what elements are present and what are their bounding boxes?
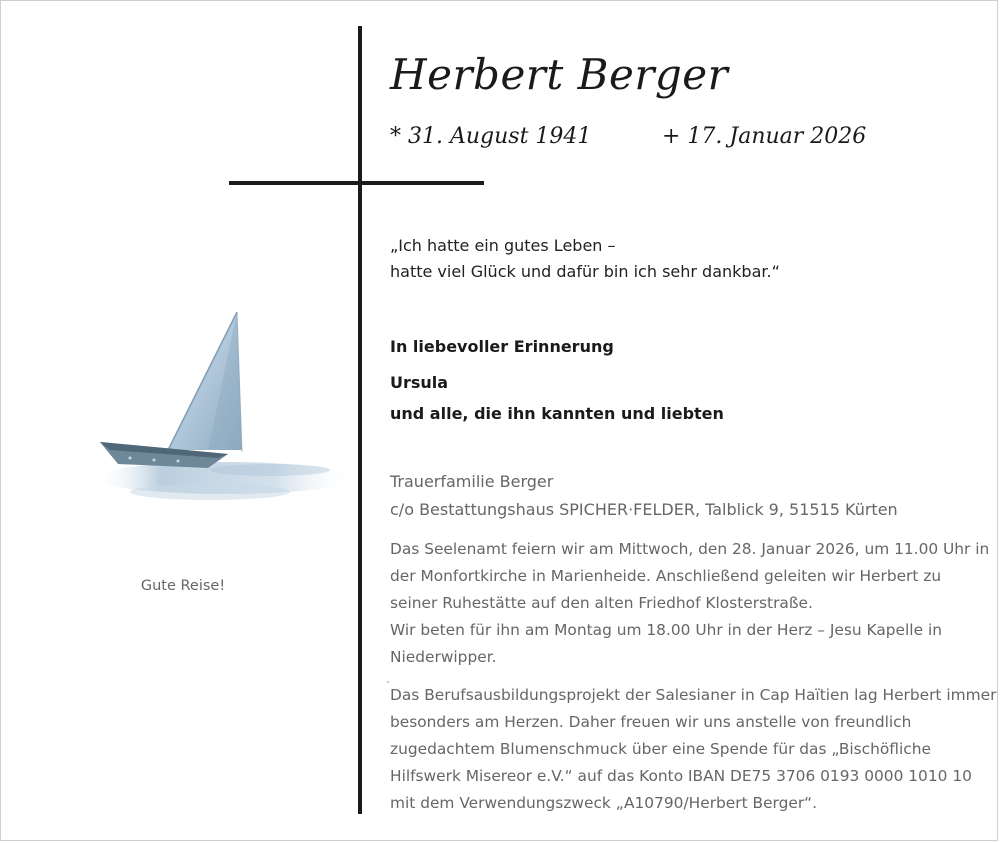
quote-line: „Ich hatte ein gutes Leben – — [390, 236, 616, 255]
death-date: + 17. Januar 2026 — [662, 124, 867, 149]
donation-paragraph — [390, 682, 996, 817]
remembrance-heading: In liebevoller Erinnerung — [390, 337, 614, 356]
service-line: Wir beten für ihn am Montag um 18.00 Uhr in der Herz – Jesu Kapelle in — [390, 621, 942, 639]
quote-block — [390, 233, 780, 285]
sailboat-watercolor-icon — [90, 300, 360, 520]
donation-line: besonders am Herzen. Daher freuen wir uns anstelle von freundlich — [390, 713, 912, 731]
service-line: seiner Ruhestätte auf den alten Friedhof Klosterstraße. — [390, 594, 813, 612]
deceased-name: Herbert Berger — [390, 50, 729, 99]
quote-line: hatte viel Glück und dafür bin ich sehr dankbar.“ — [390, 262, 780, 281]
mourner-name: Ursula — [390, 373, 449, 392]
donation-line: Das Berufsausbildungsprojekt der Salesianer in Cap Haïtien lag Herbert immer — [390, 686, 997, 704]
service-line: Niederwipper. — [390, 648, 497, 666]
family-address-line: c/o Bestattungshaus SPICHER·FELDER, Talblick 9, 51515 Kürten — [390, 500, 898, 519]
birth-date: * 31. August 1941 — [390, 124, 592, 149]
family-address-line: Trauerfamilie Berger — [390, 472, 554, 491]
service-paragraph — [390, 536, 989, 671]
mourner-others: und alle, die ihn kannten und liebten — [390, 404, 724, 423]
illustration-caption: Gute Reise! — [140, 578, 226, 594]
donation-line: Hilfswerk Misereor e.V.“ auf das Konto IBAN DE75 3706 0193 0000 1010 10 — [390, 767, 972, 785]
donation-line: zugedachtem Blumenschmuck über eine Spende für das „Bischöfliche — [390, 740, 931, 758]
family-address — [390, 468, 898, 524]
donation-line: mit dem Verwendungszweck „A10790/Herbert Berger“. — [390, 794, 818, 812]
service-line: der Monfortkirche in Marienheide. Anschließend geleiten wir Herbert zu — [390, 567, 942, 585]
cross-horizontal-bar — [229, 181, 484, 185]
service-line: Das Seelenamt feiern wir am Mittwoch, den 28. Januar 2026, um 11.00 Uhr in — [390, 540, 990, 558]
divider-dot — [387, 681, 389, 683]
